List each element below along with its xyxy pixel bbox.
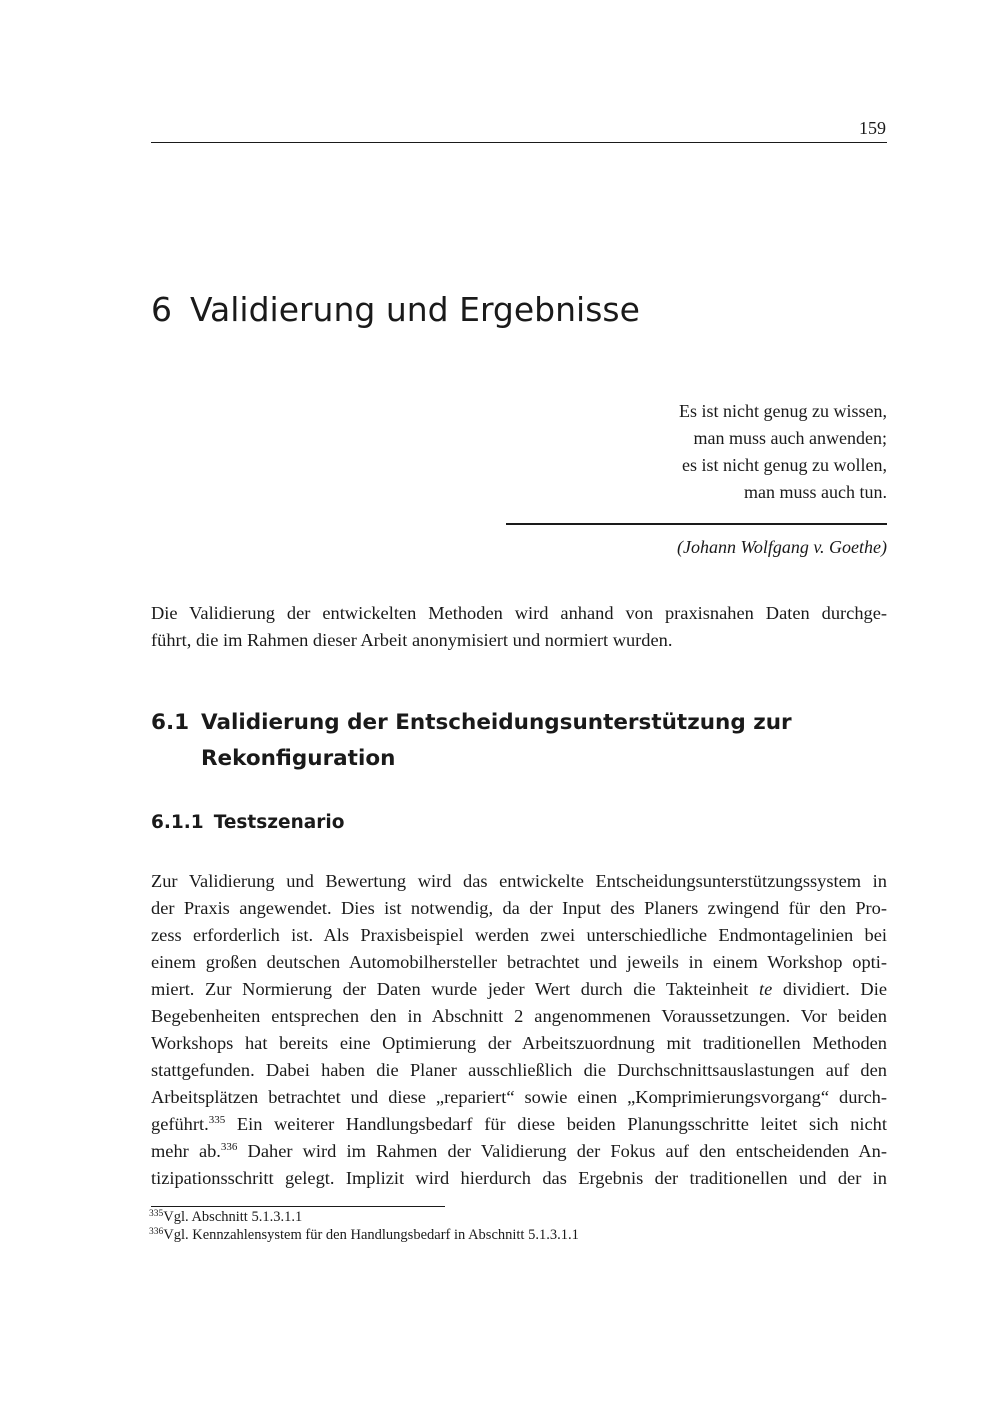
header-rule [151, 142, 887, 143]
paragraph-line: einem großen deutschen Automobilhersteller betrachtet und jeweils in einem Workshop opti- [151, 952, 887, 972]
line-text: Daher wird im Rahmen der Validierung der Fokus auf den entscheidenden An- [237, 1141, 887, 1161]
section-heading [151, 705, 792, 777]
line-text: mehr ab. [151, 1141, 221, 1161]
main-paragraph [151, 868, 887, 1192]
footnote [149, 1227, 579, 1244]
paragraph-line: tizipationsschritt gelegt. Implizit wird hierdurch das Ergebnis der traditionellen und der in [151, 1168, 887, 1188]
intro-paragraph [151, 600, 887, 654]
paragraph-line: der Praxis angewendet. Dies ist notwendig, da der Input des Planers zwingend für den Pro- [151, 898, 887, 918]
line-text: miert. Zur Normierung der Daten wurde jeder Wert durch die Takteinheit [151, 979, 749, 999]
footnote-text: Vgl. Kennzahlensystem für den Handlungsbedarf in Abschnitt 5.1.3.1.1 [163, 1227, 579, 1243]
variable-te: te [759, 979, 773, 999]
line-text: Ein weiterer Handlungsbedarf für diese beiden Planungsschritte leitet sich nicht [225, 1114, 887, 1134]
subsection-title: Testszenario [213, 812, 345, 833]
paragraph-line: Begebenheiten entsprechen den in Abschnitt 2 angenommenen Voraussetzungen. Vor beiden [151, 1006, 887, 1026]
chapter-title-text: Validierung und Ergebnisse [190, 290, 640, 329]
chapter-title [151, 290, 640, 329]
footnote-ref[interactable]: 335 [208, 1114, 226, 1126]
epigraph-rule [506, 523, 887, 525]
line-text: geführt. [151, 1114, 209, 1134]
epigraph-line: Es ist nicht genug zu wissen, [679, 401, 887, 421]
paragraph-line [151, 976, 887, 1003]
epigraph [679, 398, 887, 506]
paragraph-line: Zur Validierung und Bewertung wird das entwickelte Entscheidungsunterstützungssystem in [151, 871, 887, 891]
paragraph-line: Die Validierung der entwickelten Methoden wird anhand von praxisnahen Daten durchge- [151, 603, 887, 623]
epigraph-line: es ist nicht genug zu wollen, [682, 455, 887, 475]
epigraph-line: man muss auch tun. [744, 482, 887, 502]
footnote-number: 335 [149, 1209, 164, 1219]
footnote-rule [151, 1206, 445, 1207]
footnote-text: Vgl. Abschnitt 5.1.3.1.1 [163, 1209, 303, 1225]
section-title-line1: Validierung der Entscheidungsunterstützung zur [201, 710, 792, 735]
section-number: 6.1 [151, 710, 190, 735]
line-text: dividiert. Die [782, 979, 887, 999]
footnote [149, 1209, 302, 1226]
paragraph-line: Workshops hat bereits eine Optimierung der Arbeitszuordnung mit traditionellen Methoden [151, 1033, 887, 1053]
paragraph-line: zess erforderlich ist. Als Praxisbeispiel werden zwei unterschiedliche Endmontagelinien bei [151, 925, 887, 945]
epigraph-source: (Johann Wolfgang v. Goethe) [677, 537, 887, 557]
chapter-number: 6 [151, 290, 172, 329]
paragraph-line [151, 1111, 887, 1138]
page-number: 159 [859, 118, 886, 138]
paragraph-line: stattgefunden. Dabei haben die Planer ausschließlich die Durchschnittsauslastungen auf den [151, 1060, 887, 1080]
subsection-number: 6.1.1 [151, 812, 204, 833]
paragraph-line [151, 1138, 887, 1165]
section-title-line2: Rekonfiguration [201, 746, 396, 771]
paragraph-line: Arbeitsplätzen betrachtet und diese „repariert“ sowie einen „Komprimierungsvorgang“ durch- [151, 1087, 887, 1107]
subsection-heading [151, 812, 344, 833]
epigraph-line: man muss auch anwenden; [693, 428, 887, 448]
paragraph-line: führt, die im Rahmen dieser Arbeit anonymisiert und normiert wurden. [151, 630, 673, 650]
footnote-ref[interactable]: 336 [220, 1141, 238, 1153]
footnote-number: 336 [149, 1227, 164, 1237]
